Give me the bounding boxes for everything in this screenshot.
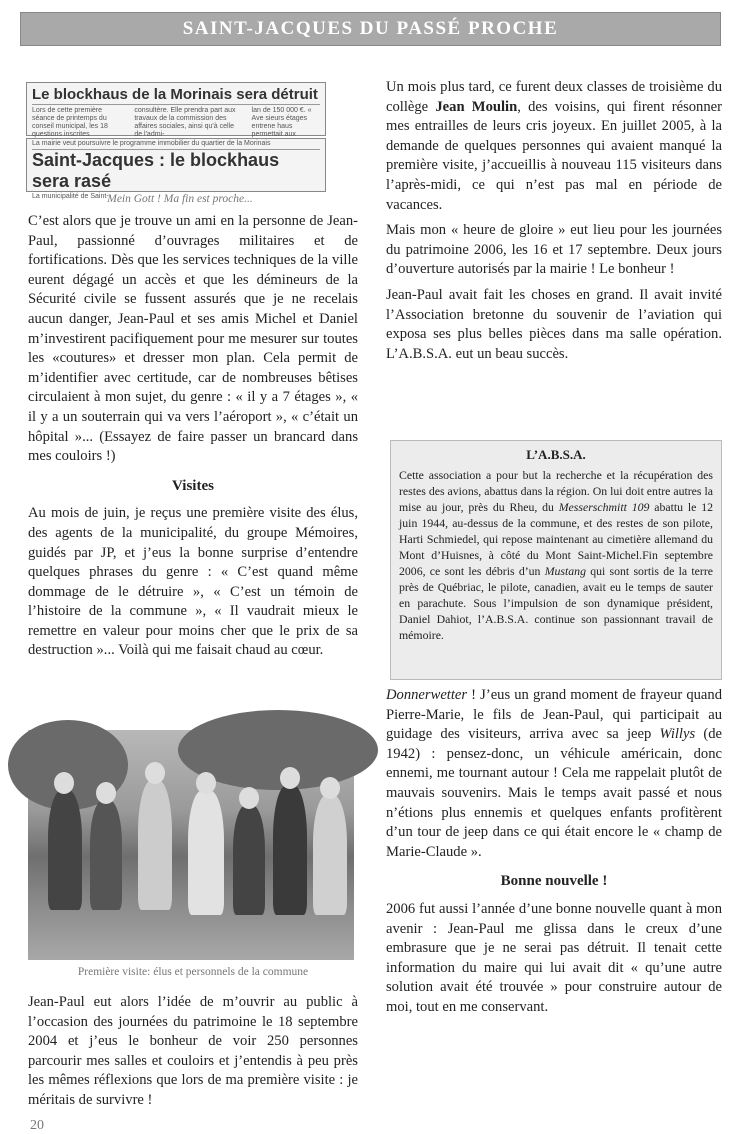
photo-person bbox=[313, 795, 347, 915]
newspaper-clipping-1 bbox=[26, 82, 326, 136]
photo-caption: Première visite: élus et personnels de la commune bbox=[77, 966, 309, 978]
paragraph: 2006 fut aussi l’année d’une bonne nouvelle quant à mon avenir : Jean-Paul me glissa dans le creux d’une embrasure que je ne serai pas détruit. Il tenait cette information du maire qui lui avait dit « qu’une autre solution avait été trouvée » pour construire autour de moi, tout en me conservant. bbox=[386, 900, 722, 1015]
jeep-name: Willys bbox=[659, 726, 696, 743]
photo-person bbox=[273, 785, 307, 915]
paragraph: Mais mon « heure de gloire » eut lieu pour les journées du patrimoine 2006, les 16 et 17 septembre. Deux jours d’ouverture autorisés par la mairie ! Le bonheur ! bbox=[386, 222, 722, 278]
photo-head bbox=[54, 772, 74, 794]
box-text bbox=[399, 467, 713, 643]
photo-head bbox=[280, 767, 300, 789]
aircraft-name: Messerschmitt 109 bbox=[558, 500, 650, 514]
photo-person bbox=[233, 805, 265, 915]
college-name: Jean Moulin bbox=[435, 98, 518, 115]
clipping-col: lan de 150 000 €. « Ave sieurs étages entrene haus permettait aux bbox=[251, 107, 312, 138]
paragraph bbox=[386, 686, 722, 862]
group-photo bbox=[28, 730, 354, 960]
heading-bonne-nouvelle: Bonne nouvelle ! bbox=[500, 873, 608, 890]
text-run: Cette association a pour but la recherche et la récupération des restes des avions, abattus dans la région. On lui doit entre autres la mise au jour, près du Rheu, du bbox=[399, 468, 713, 514]
paragraph: C’est alors que je trouve un ami en la personne de Jean-Paul, passionné d’ouvrages militaires et de fortifications. Dès que les services techniques de la ville eurent dégagé un accès et que les démineurs de la Sécurité civile se fussent assurés que je ne recelais aucun danger, Jean-Paul et ses amis Michel et Daniel m’investirent pacifiquement pour me mesurer sur toutes les «coutures» et dresser mon plan. Cela permit de m’identifier avec certitude, car de nombreuses bêtises circulaient à mon sujet, du genre : « il y a 7 étages », « il y a un souterrain qui va vers l’aéroport », « c’était un hôpital »... (Essayez de faire passer un brancard dans mes couloirs !) bbox=[28, 213, 358, 465]
photo-head bbox=[239, 787, 259, 809]
text-run: ! J’eus un grand moment de frayeur quand Pierre-Marie, le fils de Jean-Paul, qui participait au guidage des visiteurs, arriva avec sa jeep bbox=[386, 687, 722, 743]
box-title: L’A.B.S.A. bbox=[526, 447, 586, 462]
text-run: (de 1942) : pensez-donc, un véhicule américain, donc ennemi, me tournant autour ! Cela me rappelait plutôt de mauvais souvenirs. Mais le temps avait passé et nous n’étions plus ennemis et quelques enfants profitèrent d’un tour de jeep dans ce qui était encore le « champ de Marie-Claude ». bbox=[386, 726, 722, 860]
clipping-col: Lors de cette première séance de printemps du conseil municipal, les 18 questions inscrites bbox=[32, 107, 108, 138]
absa-sidebar-box bbox=[390, 440, 722, 680]
section-banner bbox=[20, 12, 721, 46]
text-run: , des voisins, qui firent résonner mes entrailles de leurs cris joyeux. En juillet 2005, à la demande de quelques personnes qui avaient manqué la première visite, j’accueillis à nouveau 115 visiteurs dans l’après-midi, ce qui n’est pas mal en période de vacances. bbox=[386, 98, 722, 213]
heading-visites: Visites bbox=[172, 477, 214, 494]
text-run: Un mois plus tard, ce furent deux classes de troisième du collège bbox=[386, 79, 722, 115]
left-column-bottom bbox=[28, 993, 358, 1117]
clipping-col: consultère. Elle prendra part aux travaux de la commission des affaires sociales, ainsi qu'à celle de l'admi- bbox=[134, 107, 236, 138]
aircraft-name: Mustang bbox=[544, 564, 586, 578]
right-column-bottom bbox=[386, 686, 722, 1024]
photo-person bbox=[48, 790, 82, 910]
paragraph bbox=[386, 78, 722, 215]
paragraph: Jean-Paul avait fait les choses en grand. Il avait invité l’Association bretonne du souvenir de l’aviation qui exposa ses plus belles pièces dans ma salle opération. L’A.B.S.A. eut un beau succès. bbox=[386, 286, 722, 362]
clipping-small-text: La municipalité de Saint- bbox=[32, 193, 109, 200]
text-run: abattu le 12 juin 1944, au-dessus de la commune, et des restes de son pilote, Harti Schmiedel, qui repose maintenant au cimetière allemand du Mont d’Huisnes, à côté du Mont Saint-Michel.Fin septembre 2006, ce sont les débris d’un bbox=[399, 500, 714, 578]
clipping-caption: Mein Gott ! Ma fin est proche... bbox=[107, 193, 253, 205]
clipping-kicker: La mairie veut poursuivre le programme immobilier du quartier de la Morinais bbox=[32, 140, 271, 147]
paragraph: Jean-Paul eut alors l’idée de m’ouvrir au public à l’occasion des journées du patrimoine le 18 septembre 2004 et j’eus le bonheur de voir 250 personnes parcourir mes salles et couloirs et j’entendis à peu près les mêmes réflexions que lors de ma première visite : je méritais de survivre ! bbox=[28, 994, 358, 1108]
interjection: Donnerwetter bbox=[386, 687, 468, 703]
photo-person bbox=[138, 780, 172, 910]
paragraph: Au mois de juin, je reçus une première visite des élus, des agents de la municipalité, du groupe Mémoires, guidés par JP, et j’eus la bonne surprise d’entendre quelques phrases du genre : « C’est quand même dommage de le détruire », « C’est un témoin de l’histoire de la commune », « Il vaudrait mieux le remettre en valeur pour moins cher que le prix de sa destruction »... Voilà qui me faisait chaud au cœur. bbox=[28, 505, 358, 659]
clipping-headline: Le blockhaus de la Morinais sera détruit bbox=[32, 86, 318, 103]
photo-person bbox=[90, 800, 122, 910]
text-run: qui sont sortis de la terre près de Québriac, le pilote, canadien, avait eu le temps de sauter en parachute. Sous l’impulsion de son dynamique président, Daniel Dahiot, l’A.B.S.A. continue son passionnant travail de mémoire. bbox=[399, 564, 713, 642]
banner-title: SAINT-JACQUES DU PASSÉ PROCHE bbox=[182, 18, 559, 39]
left-column bbox=[28, 212, 358, 667]
photo-head bbox=[196, 772, 216, 794]
right-column bbox=[386, 78, 722, 370]
clipping-columns bbox=[27, 105, 325, 141]
photo-head bbox=[320, 777, 340, 799]
photo-head bbox=[96, 782, 116, 804]
photo-head bbox=[145, 762, 165, 784]
photo-person bbox=[188, 790, 224, 915]
clipping-headline: Saint-Jacques : le blockhaus sera rasé bbox=[32, 150, 280, 191]
page-number: 20 bbox=[30, 1118, 44, 1133]
